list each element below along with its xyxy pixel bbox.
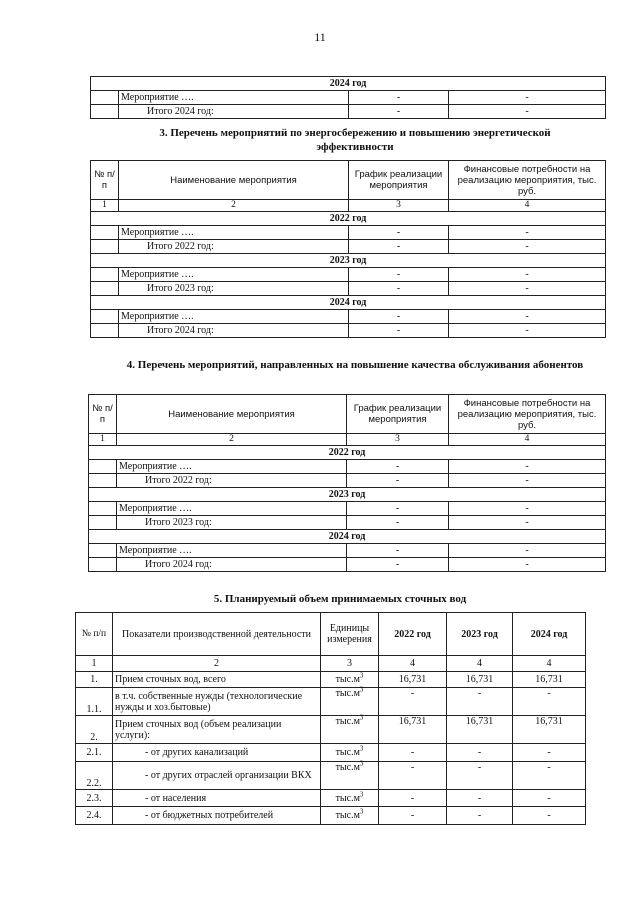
table-row: Мероприятие …. - - bbox=[91, 310, 606, 324]
year-row: 2022 год bbox=[89, 446, 606, 460]
table-row: Мероприятие …. - - bbox=[91, 91, 606, 105]
table-row: 2.1. - от других канализаций $тыс.м^3$ - - - bbox=[76, 744, 586, 762]
table-row: Итого 2024 год: - - bbox=[91, 324, 606, 338]
total-label: Итого 2024 год: bbox=[119, 105, 349, 119]
table-row: Мероприятие …. - - bbox=[89, 502, 606, 516]
table-row: 2.2. - от других отраслей организации ВКХ $тыс.м^3$ - - - bbox=[76, 762, 586, 790]
section-4-title: 4. Перечень мероприятий, направленных на повышение качества обслуживания абонентов bbox=[126, 359, 584, 371]
year-row: 2023 год bbox=[89, 488, 606, 502]
table-row: Итого 2023 год: - - bbox=[89, 516, 606, 530]
table-row: 2.3. - от населения $тыс.м^3$ - - - bbox=[76, 790, 586, 807]
table-row: Мероприятие …. - - bbox=[91, 268, 606, 282]
table-row: Мероприятие …. - - bbox=[91, 226, 606, 240]
table-row: Мероприятие …. - - bbox=[89, 460, 606, 474]
table-row: 2. Прием сточных вод (объем реализации услуги): $тыс.м^3$ 16,731 16,731 16,731 bbox=[76, 716, 586, 744]
section-3-table: № п/п Наименование мероприятия График реализации мероприятия Финансовые потребности на реализацию мероприятия, тыс. руб. 1 2 3 4 2022 год Мероприятие …. - - Итого 2022 год: - - 2023 год Мероприятие …. - - Итого 2023 год: - - 2024 год Мероприятие …. - - Итого 2024 год: - - bbox=[90, 160, 606, 338]
section-4-table: № п/п Наименование мероприятия График реализации мероприятия Финансовые потребности на реализацию мероприятия, тыс. руб. 1 2 3 4 2022 год Мероприятие …. - - Итого 2022 год: - - 2023 год Мероприятие …. - - Итого 2023 год: - - 2024 год Мероприятие …. - - Итого 2024 год: - - bbox=[88, 394, 606, 572]
page-number: 11 bbox=[314, 30, 326, 44]
table-row: Итого 2022 год: - - bbox=[89, 474, 606, 488]
table-row: Итого 2024 год: - - bbox=[91, 105, 606, 119]
section-5-table: № п/п Показатели производственной деятельности Единицы измерения 2022 год 2023 год 2024 год 1 2 3 4 4 4 1. Прием сточных вод, всего $тыс.м^3$ 16,731 16,731 16,731 1.1. в т.ч. собственные нужды (технологические нужды и хоз.бытовые) $тыс.м^3$ - - - 2. Прием сточных вод (объем реализации услуги): $тыс.м^3$ 16,731 16,731 16,731 2.1. - от других канализаций $тыс.м^3$ - - - 2.2. - от других отраслей организации ВКХ $тыс.м^3$ - - - 2.3. - от населения $тыс.м^3$ - - - 2.4. - от бюджетных потребителей $тыс.м^3$ - - - bbox=[75, 612, 586, 825]
year-row: 2024 год bbox=[91, 77, 606, 91]
section-3-title: 3. Перечень мероприятий по энергосбережению и повышению энергетической эффективности bbox=[159, 127, 551, 153]
year-row: 2024 год bbox=[89, 530, 606, 544]
table-row: Итого 2022 год: - - bbox=[91, 240, 606, 254]
year-row: 2023 год bbox=[91, 254, 606, 268]
continuation-table bbox=[90, 76, 606, 119]
table-row: Мероприятие …. - - bbox=[89, 544, 606, 558]
section-5-title: 5. Планируемый объем принимаемых сточных вод bbox=[213, 593, 467, 605]
table-row: 1.1. в т.ч. собственные нужды (технологические нужды и хоз.бытовые) $тыс.м^3$ - - - bbox=[76, 688, 586, 716]
year-row: 2024 год bbox=[91, 296, 606, 310]
measure-name: Мероприятие …. bbox=[119, 91, 349, 105]
table-row: 2.4. - от бюджетных потребителей $тыс.м^3$ - - - bbox=[76, 807, 586, 825]
table-row: Итого 2023 год: - - bbox=[91, 282, 606, 296]
year-row: 2022 год bbox=[91, 212, 606, 226]
table-row: Итого 2024 год: - - bbox=[89, 558, 606, 572]
table-row: 1. Прием сточных вод, всего $тыс.м^3$ 16,731 16,731 16,731 bbox=[76, 672, 586, 688]
